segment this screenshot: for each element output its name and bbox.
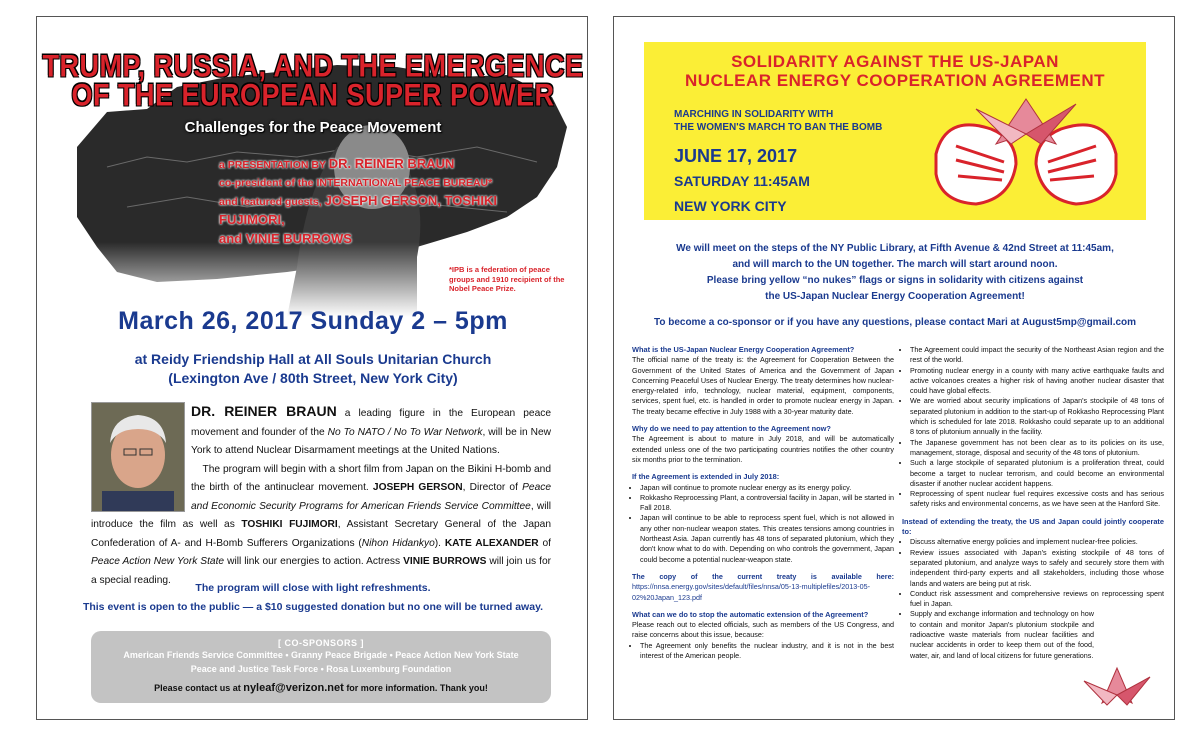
featured-last: and VINIE BURROWS [219, 231, 352, 246]
left-flyer [36, 16, 588, 720]
cosponsors-line-2: Peace and Justice Task Force • Rosa Luxemburg Foundation [190, 664, 452, 674]
treaty-link[interactable]: https://nnsa.energy.gov/sites/default/files/nnsa/05-13-multiplefiles/2013-05-02%20Japan_123.pdf [632, 582, 870, 602]
cosponsors-box [91, 631, 551, 703]
burrows-name: VINIE BURROWS [403, 556, 487, 567]
list-item: • Such a large stockpile of separated plutonium is a proliferation threat, could become a target to nuclear terrorism, and could become an environmental disaster if another nuclear accident happens. [910, 458, 1164, 489]
march-line-1: MARCHING IN SOLIDARITY WITH [674, 109, 834, 120]
list-item: • Review issues associated with Japan's existing stockpile of 48 tons of separated plutonium, and analyze ways to safely and securely store them with independent third-party experts and all stakeholders, including those whose lands and waters are being put at risk. [910, 548, 1164, 589]
closing-line-1: The program will close with light refreshments. [195, 582, 431, 594]
treaty-copy-label: The copy of the current treaty is available here: [632, 571, 894, 581]
contact-line [91, 682, 551, 694]
bio-text [91, 402, 551, 590]
paper-crane-icon [1082, 663, 1152, 718]
bio-text-3: The program will begin with a short film from Japan on the Bikini H-bomb and the birth of the antinuclear movement. [191, 463, 551, 493]
bio-text-9: will link our energies to action. Actress [224, 556, 404, 567]
contact-suffix: for more information. Thank you! [343, 683, 488, 693]
cosponsors-heading: [ CO-SPONSORS ] [277, 638, 364, 648]
bio-text-7: ). [434, 537, 445, 549]
bio-text-8: of [538, 537, 551, 549]
bio-name: DR. REINER BRAUN [191, 403, 337, 419]
bio-text-2: , will be in New York to attend Nuclear Disarmament meetings at the United Nations. [191, 426, 552, 456]
faq-answer-2: The Agreement is about to mature in July 2018, and will be automatically extended unless one of the two participating countries notifies the other country six months prior to the termination. [632, 434, 894, 464]
meet-line-1: We will meet on the steps of the NY Public Library, at Fifth Avenue & 42nd Street at 11:45am, [676, 243, 1114, 254]
role-prefix: co-president of the [219, 177, 314, 189]
featured-prefix: and featured guests, [219, 196, 322, 208]
afsc-program: Peace and Economic Security Programs for American Friends Service Committee [191, 482, 551, 512]
bio-text-1: a leading figure in the European peace movement and founder of the [191, 408, 551, 438]
list-item: • The Agreement only benefits the nuclear industry, and it is not in the best interest of the American people. [640, 641, 894, 662]
march-text [674, 108, 882, 134]
contact-email[interactable]: nyleaf@verizon.net [243, 682, 344, 694]
faq-question-2: Why do we need to pay attention to the Agreement now? [632, 424, 831, 434]
featured-guests: JOSEPH GERSON, TOSHIKI FUJIMORI, [219, 193, 498, 227]
title-line-2: OF THE EUROPEAN SUPER POWER [71, 77, 555, 113]
banner-title-line-1: SOLIDARITY AGAINST THE US-JAPAN [731, 52, 1059, 71]
list-item: • We are worried about security implications of Japan's stockpile of 48 tons of separated plutonium in addition to the start-up of Rokkasho Reprocessing Plant which is scheduled for late 2018. Rokkasho could separate up to an additional 8 tons of plutonium annually in the facility. [910, 396, 1164, 437]
meet-line-2: and will march to the UN together. The march will start around noon. [732, 259, 1058, 270]
faq-right-column [902, 345, 1164, 668]
march-city: NEW YORK CITY [674, 198, 787, 214]
bio-text-10: will join us for a special reading. [91, 556, 552, 586]
pany-name: Peace Action New York State [91, 556, 225, 567]
venue-line-1: at Reidy Friendship Hall at All Souls Unitarian Church [134, 351, 492, 367]
subtitle: Challenges for the Peace Movement [184, 119, 442, 136]
hands-crane-icon [916, 84, 1136, 214]
list-item: • Conduct risk assessment and comprehensive reviews on reprocessing spent fuel in Japan. [910, 589, 1164, 610]
venue-line-2: (Lexington Ave / 80th Street, New York City) [168, 370, 458, 386]
closing-line-2: This event is open to the public — a $10 suggested donation but no one will be turned away. [82, 601, 544, 613]
nihon-hidankyo: Nihon Hidankyo [361, 537, 435, 549]
faq-question-5: What can we do to stop the automatic extension of the Agreement? [632, 609, 869, 619]
list-item: • Supply and exchange information and technology on how to contain and monitor Japan's plutonium stockpile and radioactive waste materials from nuclear facilities and nuclear accidents in order to keep them out of the food, water, air, and land of local citizens for future generations. [910, 609, 1164, 660]
list-item: • The Agreement could impact the security of the Northeast Asian region and the rest of the world. [910, 345, 1164, 366]
bio-text-5: , will introduce the film as well as [91, 500, 551, 530]
faq-left-column [632, 345, 894, 668]
faq-answer-5: Please reach out to elected officials, such as members of the US Congress, and raise concerns about this issue, because: [632, 620, 894, 640]
list-item: • The Japanese government has not been clear as to its policies on its use, management, storage, disposal and security of the 48 tons of plutonium. [910, 438, 1164, 459]
presenter-org: INTERNATIONAL PEACE BUREAU* [316, 177, 493, 189]
list-item: • Japan will continue to be able to reprocess spent fuel, which is not allowed in any other non-nuclear weapon states. This creates tensions among countries in Northeast Asia. Japan currently has 48 tons of separated plutonium, which they don't know what to do with. Depending on who controls the government, Japan could become a potential nuclear-weapon state. [640, 513, 894, 564]
march-date: JUNE 17, 2017 [674, 146, 798, 166]
network-name: No To NATO / No To War Network [327, 426, 483, 438]
list-item: • Reprocessing of spent nuclear fuel requires excessive costs and has serious safety risks and environmental concerns, as we have seen at the Hanford Site. [910, 489, 1164, 510]
meeting-info [614, 241, 1175, 305]
presenter-name: DR. REINER BRAUN [328, 156, 455, 171]
cooperation-list [902, 537, 1164, 661]
march-line-2: THE WOMEN'S MARCH TO BAN THE BOMB [674, 122, 883, 133]
faq-question-6: Instead of extending the treaty, the US and Japan could jointly cooperate to: [902, 516, 1164, 537]
event-date: March 26, 2017 Sunday 2 – 5pm [118, 307, 508, 335]
reasons-list [632, 641, 894, 662]
bio-text-4: , Director of [462, 482, 523, 493]
extension-effects-list [632, 483, 894, 565]
gerson-name: JOSEPH GERSON [372, 482, 463, 493]
presentation-prefix: a PRESENTATION BY [219, 159, 326, 171]
closing-info [37, 579, 588, 617]
list-item: • Promoting nuclear energy in a county with many active earthquake faults and active volcanoes creates a higher risk of having another nuclear disaster that could have global effects. [910, 366, 1164, 397]
meet-line-3: Please bring yellow “no nukes” flags or signs in solidarity with citizens against [706, 275, 1084, 286]
ipb-footnote: *IPB is a federation of peace groups and 1910 recipient of the Nobel Peace Prize. [449, 265, 565, 293]
list-item: • Japan will continue to promote nuclear energy as its energy policy. [640, 483, 894, 493]
banner-title-line-2: NUCLEAR ENERGY COOPERATION AGREEMENT [684, 71, 1106, 90]
list-item: • Rokkasho Reprocessing Plant, a controversial facility in Japan, will be started in Fall 2018. [640, 493, 894, 514]
meet-line-4: the US-Japan Nuclear Energy Cooperation Agreement! [765, 291, 1025, 302]
alexander-name: KATE ALEXANDER [444, 537, 539, 549]
cosponsor-contact: To become a co-sponsor or if you have any questions, please contact Mari at August5mp@gmail.com [653, 317, 1137, 328]
faq-question-1: What is the US-Japan Nuclear Energy Cooperation Agreement? [632, 345, 855, 354]
right-flyer [613, 16, 1175, 720]
presentation-block [219, 155, 559, 248]
faq-question-3: If the Agreement is extended in July 2018: [632, 472, 780, 482]
bio-text-6: , Assistant Secretary General of the Japan Confederation of A- and H-Bomb Sufferers Organizations ( [91, 519, 551, 549]
faq-answer-1: The official name of the treaty is: the Agreement for Cooperation Between the Government of the United States of America and the Government of Japan Concerning Peaceful Uses of Nuclear Energy. The treaty determines how nuclear-energy-related info, technology, nuclear material, equipment, components, services, spent fuel, etc. is handled in order to promote nuclear energy in Japan. The treaty became effective in July 1988 with a 30-year maturity date. [632, 355, 894, 416]
venue [37, 350, 588, 388]
list-item: • Discuss alternative energy policies and implement nuclear-free policies. [910, 537, 1164, 547]
yellow-banner [644, 42, 1146, 220]
march-time: SATURDAY 11:45AM [674, 173, 810, 189]
fujimori-name: TOSHIKI FUJIMORI [241, 519, 338, 530]
contact-prefix: Please contact us at [154, 683, 244, 693]
hero-image [37, 17, 588, 317]
concerns-list [902, 345, 1164, 510]
cosponsors-line-1: American Friends Service Committee • Granny Peace Brigade • Peace Action New York State [123, 650, 519, 660]
title-line-1: TRUMP, RUSSIA, AND THE EMERGENCE [42, 48, 584, 84]
